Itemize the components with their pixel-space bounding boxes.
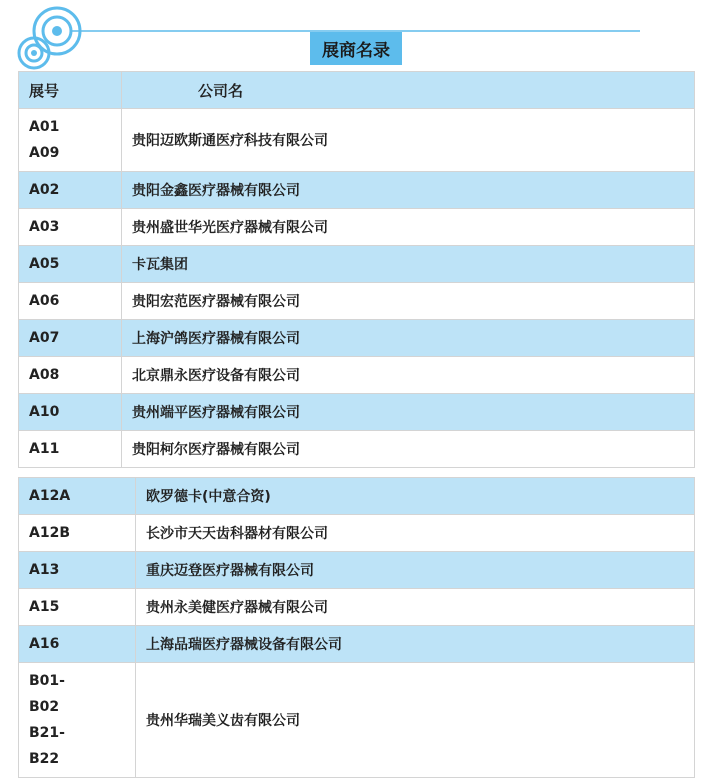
company-name-cell: 北京鼎永医疗设备有限公司 (122, 357, 695, 394)
table-row (19, 246, 695, 283)
page-title: 展商名录 (310, 32, 402, 65)
booth-number: A06 (29, 293, 60, 309)
booth-number: A01 (29, 119, 60, 135)
company-column-header: 公司名 (122, 72, 695, 109)
booth-number: A08 (29, 367, 60, 383)
booth-number: B01- (29, 673, 65, 689)
booth-number: B22 (29, 751, 60, 767)
booth-number-cell (19, 109, 122, 172)
booth-number: A11 (29, 441, 60, 457)
company-name-cell: 贵州端平医疗器械有限公司 (122, 394, 695, 431)
table-row (19, 515, 695, 552)
booth-number-cell (19, 209, 122, 246)
booth-number-cell (19, 663, 136, 778)
company-name-cell: 上海沪鸽医疗器械有限公司 (122, 320, 695, 357)
booth-number: A09 (29, 145, 60, 161)
table-row (19, 589, 695, 626)
booth-number: A16 (29, 636, 60, 652)
booth-number-cell (19, 515, 136, 552)
exhibitor-table-2 (18, 477, 695, 778)
company-name-cell: 贵阳迈欧斯通医疗科技有限公司 (122, 109, 695, 172)
booth-number-cell (19, 589, 136, 626)
company-name-cell: 上海品瑞医疗器械设备有限公司 (136, 626, 695, 663)
table-row (19, 626, 695, 663)
table-header-row (19, 72, 695, 109)
booth-number: A12B (29, 525, 70, 541)
booth-number-cell (19, 394, 122, 431)
company-name-cell: 卡瓦集团 (122, 246, 695, 283)
booth-number-cell (19, 320, 122, 357)
booth-number: A13 (29, 562, 60, 578)
table-row (19, 109, 695, 172)
booth-number-cell (19, 246, 122, 283)
table-row (19, 431, 695, 468)
booth-number: A07 (29, 330, 60, 346)
table-row (19, 478, 695, 515)
company-name-cell: 贵州永美健医疗器械有限公司 (136, 589, 695, 626)
booth-number-cell (19, 626, 136, 663)
booth-number: A10 (29, 404, 60, 420)
company-name-cell: 贵阳柯尔医疗器械有限公司 (122, 431, 695, 468)
company-name-cell: 长沙市天天齿科器材有限公司 (136, 515, 695, 552)
booth-number-cell (19, 431, 122, 468)
booth-number-cell (19, 552, 136, 589)
exhibitor-table-1 (18, 71, 695, 468)
table-row (19, 357, 695, 394)
booth-number-cell (19, 478, 136, 515)
company-name-cell: 贵州华瑞美义齿有限公司 (136, 663, 695, 778)
booth-number: B02 (29, 699, 60, 715)
company-name-cell: 贵阳金鑫医疗器械有限公司 (122, 172, 695, 209)
booth-number: A15 (29, 599, 60, 615)
booth-number-cell (19, 357, 122, 394)
company-name-cell: 贵阳宏范医疗器械有限公司 (122, 283, 695, 320)
table-row (19, 394, 695, 431)
booth-number-cell (19, 172, 122, 209)
booth-number-cell (19, 283, 122, 320)
table-row (19, 552, 695, 589)
table-row (19, 320, 695, 357)
booth-number: A05 (29, 256, 60, 272)
table-row (19, 209, 695, 246)
booth-number: A02 (29, 182, 60, 198)
booth-column-header: 展号 (19, 72, 122, 109)
table-row (19, 283, 695, 320)
company-name-cell: 贵州盛世华光医疗器械有限公司 (122, 209, 695, 246)
company-name-cell: 重庆迈登医疗器械有限公司 (136, 552, 695, 589)
table-row (19, 663, 695, 778)
booth-number: B21- (29, 725, 65, 741)
booth-number: A12A (29, 488, 71, 504)
company-name-cell: 欧罗德卡(中意合资) (136, 478, 695, 515)
table-row (19, 172, 695, 209)
booth-number: A03 (29, 219, 60, 235)
